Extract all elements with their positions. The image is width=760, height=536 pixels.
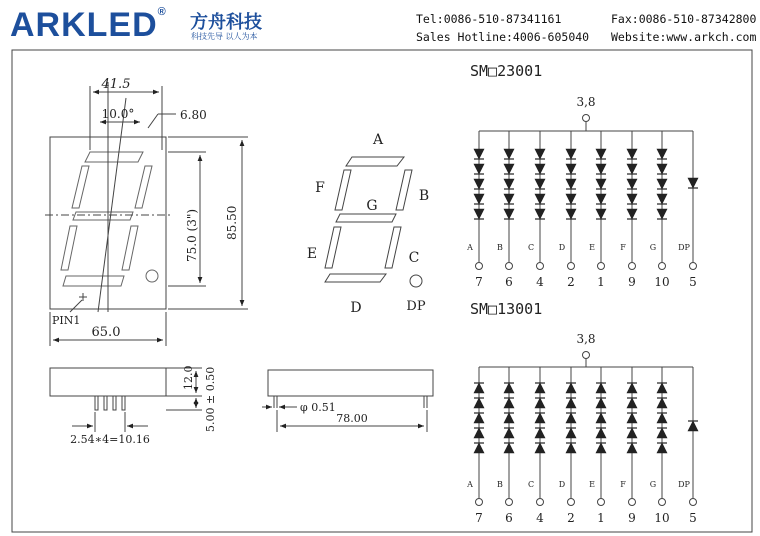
segment-pin-label: G — [649, 243, 657, 252]
common-pin-circle — [583, 352, 590, 359]
led-diode — [657, 413, 667, 423]
led-diode — [627, 413, 637, 423]
led-diode — [627, 398, 637, 408]
pin-number: 2 — [567, 511, 575, 525]
segment-label-a: A — [372, 132, 384, 148]
dim-segment: 6.80 — [180, 108, 207, 122]
pin-number: 9 — [628, 511, 636, 525]
company-chinese-name: 方舟科技 — [190, 12, 262, 33]
pin-circle — [659, 499, 666, 506]
segment-label-g: G — [366, 198, 378, 214]
dim-total-height: 85.50 — [225, 205, 239, 240]
pin-circle — [690, 263, 697, 270]
led-diode — [504, 194, 514, 204]
segment-pin-label: A — [467, 480, 473, 489]
segment-label-f: F — [315, 180, 325, 196]
led-diode — [474, 179, 484, 189]
segment-label-d: D — [350, 300, 362, 316]
led-diode — [596, 209, 606, 219]
schematic-title: SM□13001 — [470, 300, 543, 318]
dim-pin-length: 5.00 ± 0.50 — [204, 366, 217, 432]
led-diode — [474, 194, 484, 204]
led-diode — [596, 443, 606, 453]
led-diode — [504, 209, 514, 219]
pin-circle — [537, 499, 544, 506]
website-text: Website:www.arkch.com — [611, 30, 757, 44]
pin-number: 9 — [628, 275, 636, 289]
schematic-common-cathode — [466, 300, 698, 525]
segment-pin-label: D — [558, 243, 566, 252]
led-diode — [657, 164, 667, 174]
dim-angle: 10.0° — [101, 107, 135, 121]
led-diode — [566, 443, 576, 453]
led-diode — [627, 383, 637, 393]
led-diode — [596, 398, 606, 408]
pin-circle — [476, 499, 483, 506]
schematic-common-anode — [466, 62, 698, 289]
pin-number: 10 — [654, 511, 670, 525]
pin1-label: PIN1 — [52, 314, 81, 327]
led-diode — [566, 413, 576, 423]
dim-pin-diameter: φ 0.51 — [300, 401, 336, 414]
led-diode — [504, 443, 514, 453]
pin-circle — [506, 263, 513, 270]
led-diode — [474, 209, 484, 219]
pin-circle — [598, 499, 605, 506]
led-diode — [504, 398, 514, 408]
pin-number: 6 — [505, 511, 513, 525]
pin-number: 5 — [689, 275, 697, 289]
led-diode — [566, 428, 576, 438]
segment-pin-label: G — [649, 480, 657, 489]
led-diode — [474, 149, 484, 159]
pin-number: 6 — [505, 275, 513, 289]
led-diode — [657, 179, 667, 189]
segment-pin-label: F — [620, 480, 626, 489]
led-diode — [657, 209, 667, 219]
front-view — [45, 82, 248, 346]
led-diode — [504, 149, 514, 159]
led-diode — [627, 179, 637, 189]
led-diode — [566, 209, 576, 219]
led-diode — [596, 164, 606, 174]
led-diode — [566, 164, 576, 174]
led-diode — [688, 178, 698, 188]
segment-label-c: C — [408, 250, 420, 266]
led-diode — [474, 164, 484, 174]
pin-circle — [690, 499, 697, 506]
hotline-text: Sales Hotline:4006-605040 — [416, 30, 590, 44]
led-diode — [566, 194, 576, 204]
side-view-left — [50, 365, 202, 432]
led-diode — [535, 398, 545, 408]
segment-label-dp: DP — [406, 299, 426, 314]
led-diode — [474, 443, 484, 453]
segment-pin-label: F — [620, 243, 626, 252]
led-diode — [535, 443, 545, 453]
led-diode — [657, 383, 667, 393]
dim-pin-height: 12.0 — [182, 365, 195, 390]
common-pin-label: 3,8 — [576, 332, 596, 346]
pin-number: 7 — [475, 511, 483, 525]
led-diode — [535, 194, 545, 204]
dim-width-top: 41.5 — [101, 77, 131, 92]
company-slogan: 科技先导 以人为本 — [191, 32, 258, 41]
led-diode — [504, 428, 514, 438]
led-diode — [627, 164, 637, 174]
pin-number: 7 — [475, 275, 483, 289]
led-diode — [474, 428, 484, 438]
pin-number: 10 — [654, 275, 670, 289]
led-diode — [474, 383, 484, 393]
led-diode — [535, 164, 545, 174]
dim-pin-pitch: 2.54∗4=10.16 — [70, 433, 150, 446]
pin-circle — [629, 499, 636, 506]
segment-pin-label: DP — [678, 480, 690, 489]
led-diode — [627, 443, 637, 453]
segment-pin-label: A — [467, 243, 473, 252]
pin-circle — [476, 263, 483, 270]
led-diode — [566, 179, 576, 189]
segment-label-e: E — [306, 246, 318, 262]
led-diode — [535, 413, 545, 423]
company-logo: ARKLED® — [10, 6, 167, 44]
led-diode — [566, 383, 576, 393]
common-pin-label: 3,8 — [576, 95, 596, 109]
segment-pin-label: B — [497, 480, 503, 489]
fax-text: Fax:0086-510-87342800 — [611, 12, 757, 26]
segment-pin-label: E — [589, 243, 595, 252]
schematic-title: SM□23001 — [470, 62, 543, 80]
segment-diagram — [325, 157, 422, 287]
led-diode — [504, 383, 514, 393]
pin-circle — [568, 499, 575, 506]
pin-circle — [598, 263, 605, 270]
digit-outline — [61, 152, 158, 286]
led-diode — [657, 194, 667, 204]
pin-number: 2 — [567, 275, 575, 289]
led-diode — [627, 209, 637, 219]
pin-number: 1 — [597, 511, 605, 525]
common-pin-circle — [583, 115, 590, 122]
led-diode — [535, 179, 545, 189]
segment-label-b: B — [418, 188, 430, 204]
led-diode — [657, 398, 667, 408]
pin-circle — [506, 499, 513, 506]
pin-circle — [568, 263, 575, 270]
pin-number: 5 — [689, 511, 697, 525]
led-diode — [657, 443, 667, 453]
pin-circle — [629, 263, 636, 270]
led-diode — [688, 421, 698, 431]
led-diode — [474, 398, 484, 408]
segment-pin-label: C — [527, 480, 535, 489]
led-diode — [596, 428, 606, 438]
pin-number: 4 — [536, 511, 544, 525]
led-diode — [535, 428, 545, 438]
led-diode — [535, 149, 545, 159]
pin-circle — [659, 263, 666, 270]
led-diode — [596, 179, 606, 189]
led-diode — [596, 194, 606, 204]
pin-number: 1 — [597, 275, 605, 289]
led-diode — [566, 149, 576, 159]
led-diode — [596, 149, 606, 159]
dim-digit-height: 75.0 (3") — [185, 208, 199, 262]
led-diode — [504, 164, 514, 174]
dim-width: 65.0 — [91, 325, 121, 340]
pin-circle — [537, 263, 544, 270]
tel-text: Tel:0086-510-87341161 — [416, 12, 562, 26]
led-diode — [627, 149, 637, 159]
pin-number: 4 — [536, 275, 544, 289]
led-diode — [535, 383, 545, 393]
led-diode — [596, 413, 606, 423]
led-diode — [596, 383, 606, 393]
segment-pin-label: D — [558, 480, 566, 489]
dim-length: 78.00 — [336, 412, 368, 425]
led-diode — [474, 413, 484, 423]
led-diode — [627, 428, 637, 438]
segment-pin-label: E — [589, 480, 595, 489]
led-diode — [657, 149, 667, 159]
led-diode — [504, 179, 514, 189]
segment-pin-label: C — [527, 243, 535, 252]
segment-pin-label: DP — [678, 243, 690, 252]
led-diode — [504, 413, 514, 423]
led-diode — [566, 398, 576, 408]
led-diode — [657, 428, 667, 438]
segment-pin-label: B — [497, 243, 503, 252]
led-diode — [627, 194, 637, 204]
led-diode — [535, 209, 545, 219]
